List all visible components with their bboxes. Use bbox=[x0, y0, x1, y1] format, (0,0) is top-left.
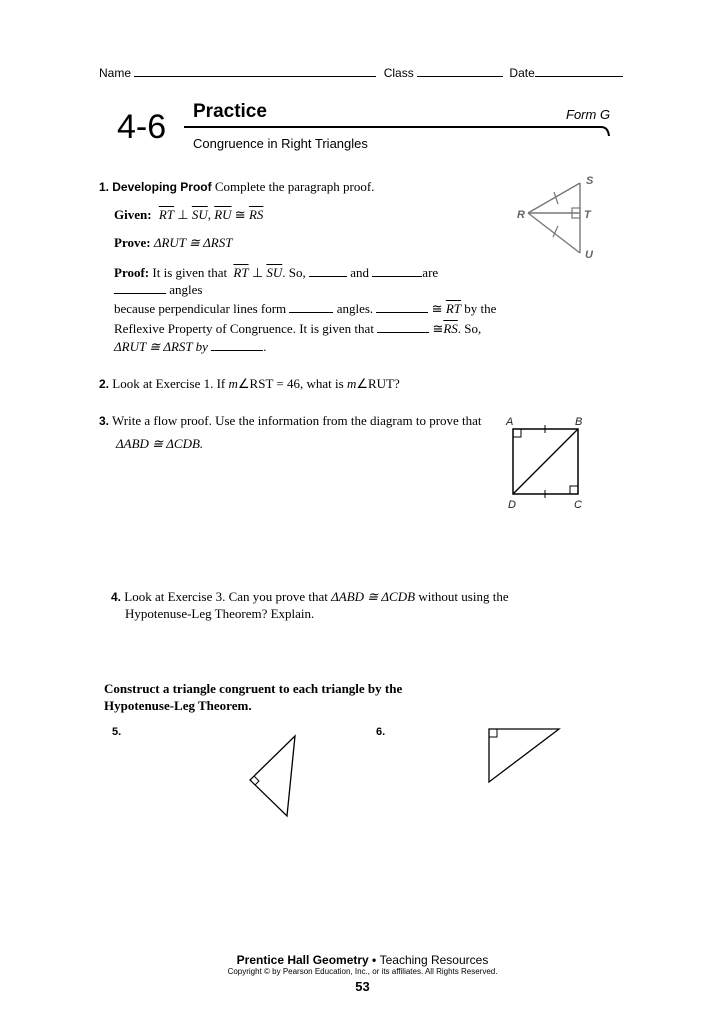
proof-text: It is given that bbox=[152, 265, 228, 280]
proof-text: and bbox=[350, 265, 370, 280]
page-subtitle: Congruence in Right Triangles bbox=[193, 136, 368, 151]
label-a: A bbox=[506, 416, 514, 428]
blank-3[interactable] bbox=[114, 281, 166, 294]
proof-su: $\overline{SU}$ bbox=[266, 265, 283, 280]
proof-line-4 bbox=[114, 320, 481, 337]
proof-rt-2: $\overline{RT}$ bbox=[445, 301, 461, 316]
construct-line-1: Construct a triangle congruent to each triangle by the bbox=[104, 681, 403, 696]
footer-book bbox=[0, 953, 725, 967]
proof-text: by the bbox=[464, 301, 497, 316]
q2-m: m bbox=[346, 376, 357, 391]
footer-bullet: • bbox=[368, 953, 380, 967]
page-heading: Practice bbox=[193, 101, 267, 122]
q1-number: 1. bbox=[99, 180, 110, 194]
q4-statement: ΔABD ≅ ΔCDB bbox=[331, 589, 416, 604]
q5-triangle bbox=[240, 728, 305, 823]
proof-line-3 bbox=[114, 300, 496, 317]
proof-text: angles. bbox=[336, 301, 374, 316]
date-label: Date bbox=[509, 66, 535, 80]
proof-rt: $\overline{RT}$ bbox=[233, 265, 249, 280]
q1-prove bbox=[114, 235, 232, 251]
proof-line-2 bbox=[114, 281, 202, 298]
q3-statement: ΔABD ≅ ΔCDB. bbox=[116, 436, 204, 451]
q2-text: Look at Exercise 1. If bbox=[112, 376, 229, 391]
given-su: $\overline{SU}$ bbox=[191, 207, 208, 222]
congruent-symbol: ≅ bbox=[231, 207, 249, 222]
proof-text: Reflexive Property of Congruence. It is given that bbox=[114, 321, 374, 336]
perp-symbol: ⊥ bbox=[173, 207, 192, 222]
q1-diagram bbox=[510, 168, 605, 268]
q4-text: without using the bbox=[415, 589, 509, 604]
proof-text: are bbox=[422, 265, 439, 280]
congruent-symbol: ≅ bbox=[432, 321, 444, 336]
q4-line-2: Hypotenuse-Leg Theorem? Explain. bbox=[125, 606, 315, 621]
q3 bbox=[99, 413, 482, 429]
given-label: Given: bbox=[114, 207, 152, 222]
label-t: T bbox=[584, 209, 591, 221]
prove-label: Prove: bbox=[114, 235, 151, 250]
q1-label: Developing Proof bbox=[112, 180, 212, 194]
lesson-number: 4-6 bbox=[117, 108, 167, 146]
proof-rs: $\overline{RS}$ bbox=[443, 321, 458, 336]
q4-number: 4. bbox=[111, 590, 122, 604]
q2-text: ∠RUT? bbox=[356, 376, 400, 391]
perp-symbol: ⊥ bbox=[248, 265, 267, 280]
proof-line-5 bbox=[114, 338, 266, 355]
q3-diagram bbox=[500, 412, 590, 512]
blank-2[interactable] bbox=[372, 264, 422, 277]
name-label: Name bbox=[99, 66, 132, 80]
given-rs: $\overline{RS}$ bbox=[248, 207, 264, 222]
blank-4[interactable] bbox=[289, 300, 333, 313]
q2-number: 2. bbox=[99, 377, 110, 391]
q1-heading bbox=[99, 179, 374, 195]
footer-book-title: Prentice Hall Geometry bbox=[236, 953, 369, 967]
q5-number: 5. bbox=[112, 726, 122, 738]
label-c: C bbox=[574, 499, 582, 511]
q2 bbox=[99, 376, 400, 392]
q3-number: 3. bbox=[99, 414, 110, 428]
blank-1[interactable] bbox=[309, 264, 347, 277]
label-u: U bbox=[585, 249, 593, 261]
proof-text: because perpendicular lines form bbox=[114, 301, 287, 316]
proof-text: . bbox=[263, 339, 267, 354]
blank-6[interactable] bbox=[377, 320, 429, 333]
q6-triangle bbox=[480, 722, 570, 787]
label-d: D bbox=[508, 499, 516, 511]
blank-5[interactable] bbox=[376, 300, 428, 313]
name-field[interactable] bbox=[134, 64, 376, 77]
form-label: Form G bbox=[566, 107, 611, 122]
header-row bbox=[99, 64, 623, 80]
q3-text: Write a flow proof. Use the information from the diagram to prove that bbox=[112, 413, 482, 428]
q1-instruction: Complete the paragraph proof. bbox=[214, 179, 375, 194]
q1-given bbox=[114, 207, 263, 223]
proof-text: angles bbox=[169, 282, 203, 297]
date-field[interactable] bbox=[535, 64, 623, 77]
label-s: S bbox=[586, 175, 594, 187]
q2-text: ∠RST = 46, what is bbox=[237, 376, 347, 391]
q6-number: 6. bbox=[376, 726, 386, 738]
given-ru: $\overline{RU}$ bbox=[214, 207, 232, 222]
class-label: Class bbox=[383, 66, 414, 80]
class-field[interactable] bbox=[417, 64, 503, 77]
prove-statement: ΔRUT ≅ ΔRST bbox=[153, 235, 233, 250]
blank-7[interactable] bbox=[211, 338, 263, 351]
label-r: R bbox=[517, 209, 525, 221]
given-rt: $\overline{RT}$ bbox=[158, 207, 174, 222]
page-number: 53 bbox=[355, 979, 370, 994]
q2-m: m bbox=[228, 376, 238, 391]
footer-resources: Teaching Resources bbox=[379, 953, 489, 967]
proof-text: . So, bbox=[457, 321, 482, 336]
congruent-symbol: ≅ bbox=[431, 301, 443, 316]
q4-line-1 bbox=[111, 589, 509, 605]
proof-label: Proof: bbox=[114, 265, 150, 280]
proof-text: . So, bbox=[282, 265, 306, 280]
label-b: B bbox=[575, 416, 583, 428]
proof-line-1 bbox=[114, 264, 438, 281]
construct-line-2: Hypotenuse-Leg Theorem. bbox=[104, 698, 252, 713]
footer-copyright: Copyright © by Pearson Education, Inc., or its affiliates. All Rights Reserved. bbox=[227, 967, 498, 976]
q4-text: Look at Exercise 3. Can you prove that bbox=[124, 589, 332, 604]
proof-text: ΔRUT ≅ ΔRST by bbox=[114, 339, 208, 354]
comma: , bbox=[207, 207, 215, 222]
